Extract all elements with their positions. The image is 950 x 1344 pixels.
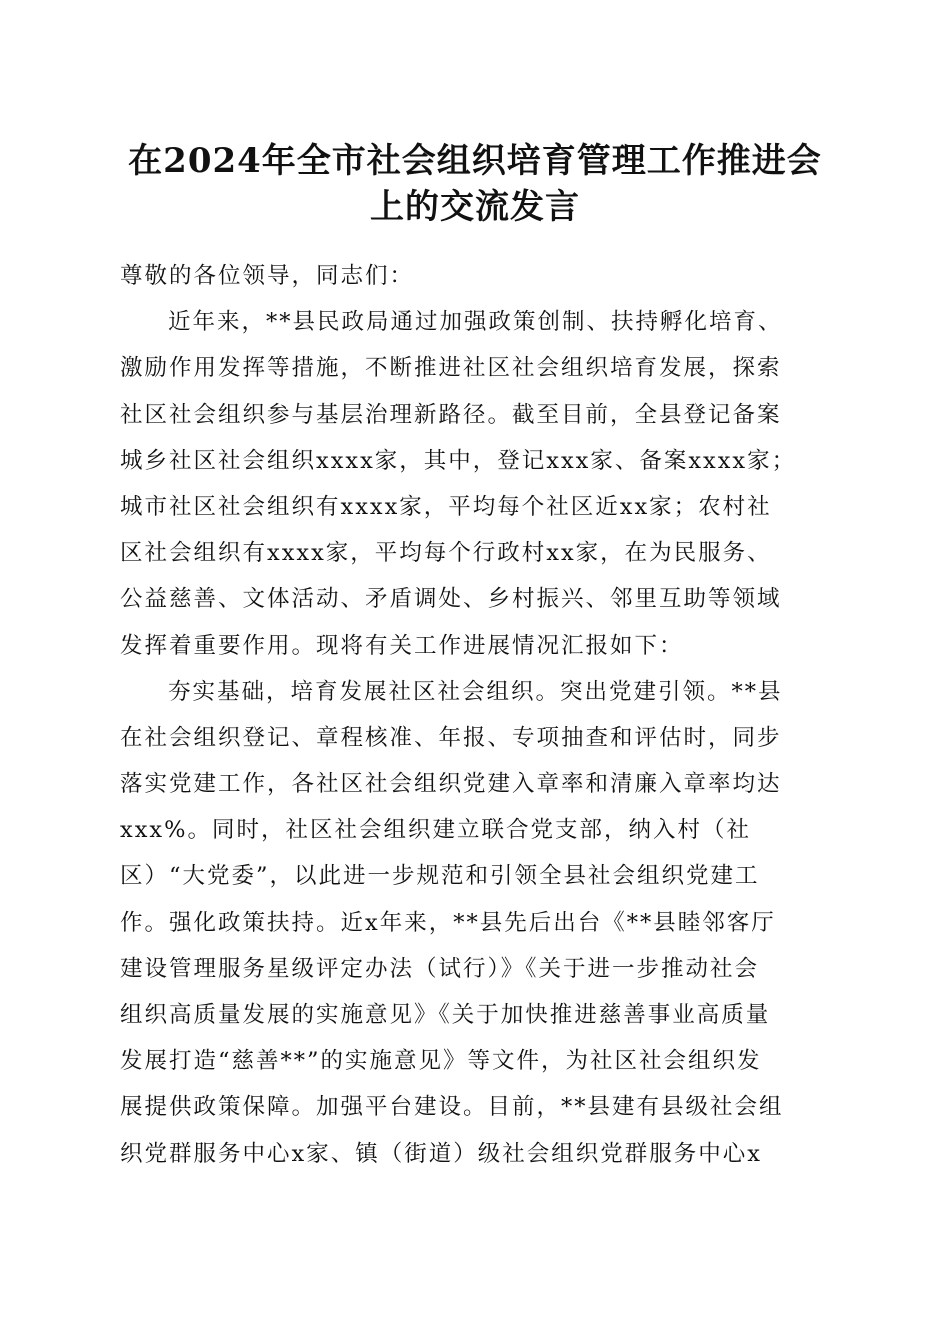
paragraph-line: xxx%。同时，社区社会组织建立联合党支部，纳入村（社 — [120, 817, 751, 844]
paragraph-line: 建设管理服务星级评定办法（试行）》《关于进一步推动社会 — [120, 955, 760, 982]
paragraph-line: 城市社区社会组织有xxxx家，平均每个社区近xx家；农村社 — [120, 493, 772, 520]
title-line: 上的交流发言 — [370, 187, 580, 227]
paragraph-line: 组织高质量发展的实施意见》《关于加快推进慈善事业高质量 — [120, 1002, 771, 1028]
salutation: 尊敬的各位领导，同志们： — [120, 263, 415, 289]
paragraph-line: 落实党建工作，各社区社会组织党建入章率和清廉入章率均达 — [120, 771, 782, 798]
paragraph-line: 织党群服务中心x家、镇（街道）级社会组织党群服务中心x — [120, 1140, 762, 1167]
paragraph-line: 近年来，**县民政局通过加强政策创制、扶持孵化培育、 — [168, 309, 783, 336]
paragraph-line: 在社会组织登记、章程核准、年报、专项抽查和评估时，同步 — [120, 724, 782, 751]
paragraph-line: 展提供政策保障。加强平台建设。目前，**县建有县级社会组 — [120, 1094, 784, 1121]
document-body — [120, 253, 830, 1177]
paragraph-line: 区社会组织有xxxx家，平均每个行政村xx家，在为民服务、 — [120, 540, 772, 567]
paragraph-line: 发挥着重要作用。现将有关工作进展情况汇报如下： — [120, 632, 684, 659]
paragraph-line: 社区社会组织参与基层治理新路径。截至目前，全县登记备案 — [120, 401, 782, 428]
paragraph-line: 作。强化政策扶持。近x年来，**县先后出台《**县睦邻客厅 — [120, 909, 776, 936]
paragraph-line: 激励作用发挥等措施，不断推进社区社会组织培育发展，探索 — [120, 355, 782, 382]
document-title — [110, 138, 840, 230]
paragraph-line: 公益慈善、文体活动、矛盾调处、乡村振兴、邻里互助等领域 — [120, 586, 782, 613]
title-line: 在2024年全市社会组织培育管理工作推进会 — [128, 141, 822, 181]
paragraph-line: 区）“大党委”，以此进一步规范和引领全县社会组织党建工 — [120, 863, 760, 890]
paragraph-line: 夯实基础，培育发展社区社会组织。突出党建引领。**县 — [168, 678, 783, 705]
paragraph-line: 发展打造“慈善**”的实施意见》等文件，为社区社会组织发 — [120, 1048, 762, 1075]
paragraph-line: 城乡社区社会组织xxxx家，其中，登记xxx家、备案xxxx家； — [120, 447, 797, 474]
